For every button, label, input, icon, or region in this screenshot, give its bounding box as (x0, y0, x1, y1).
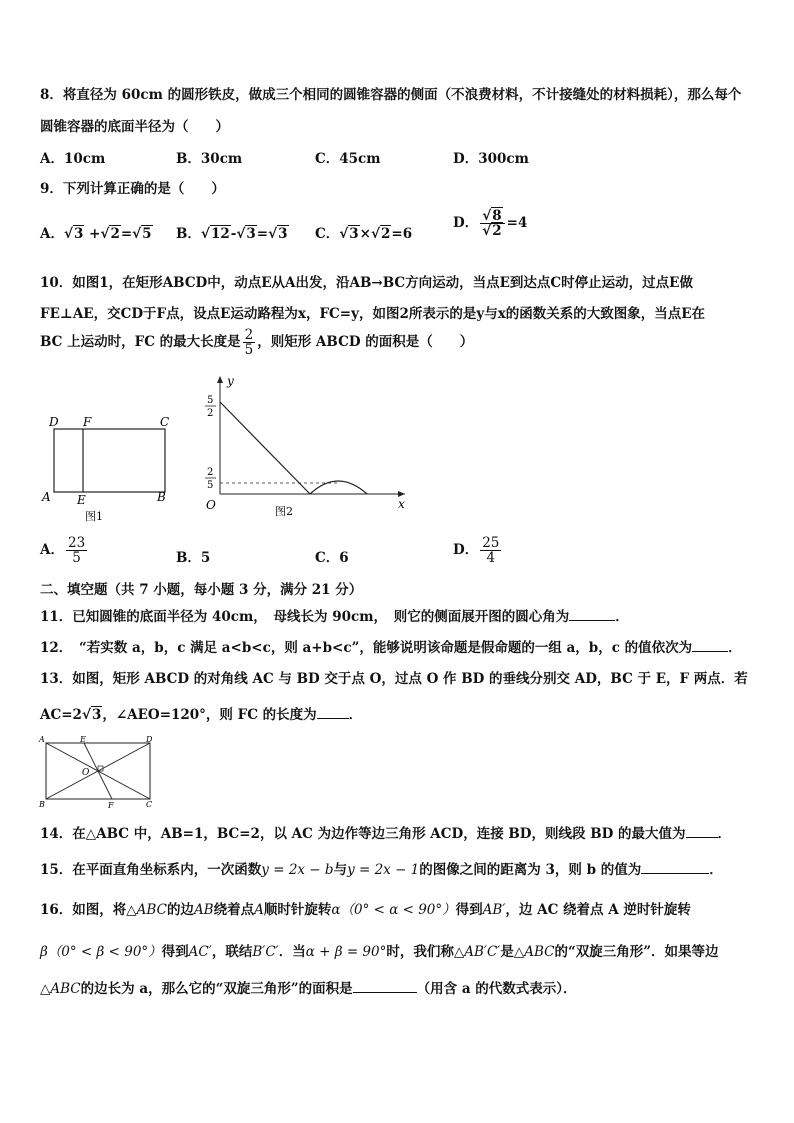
y-axis-label: y (227, 374, 234, 388)
label-a: A (42, 490, 51, 504)
figure2-caption: 图2 (275, 505, 293, 518)
figure1-caption: 图1 (85, 510, 103, 523)
label-o: O (82, 768, 90, 778)
q10-option-c: C．6 (315, 550, 349, 566)
q15-text: 15．在平面直角坐标系内，一次函数y = 2x − b与y = 2x − 1的图像之间的距离为 3，则 b 的值为 ． (40, 862, 723, 878)
q10-figure2 (195, 372, 415, 522)
q8-line1: 8．将直径为 60cm 的圆形铁皮，做成三个相同的圆锥容器的侧面（不浪费材料，不计接缝处的材料损耗），那么每个 (40, 87, 742, 103)
q13-line1: 13．如图，矩形 ABCD 的对角线 AC 与 BD 交于点 O，过点 O 作 BD 的垂线分别交 AD，BC 于 E，F 两点．若 (40, 671, 748, 687)
q16-line3: △ABC的边长为 a，那么它的“双旋三角形”的面积是 （用含 a 的代数式表示）． (40, 981, 577, 997)
label-e: E (80, 735, 86, 744)
label-c: C (160, 415, 170, 429)
rectangle-abcd (54, 429, 165, 492)
q9-option-c: C．√3×√2=6 (315, 226, 413, 242)
q10-line1: 10．如图1，在矩形ABCD中，动点E从A出发，沿AB→BC方向运动，当点E到达点C时停止运动，过点E做 (40, 275, 693, 291)
q13-line2: AC=2√3，∠AEO=120°，则 FC 的长度为 ． (40, 707, 363, 723)
q10-option-d: D． $\frac{25}{4}$ (453, 535, 500, 567)
q14-text: 14．在△ABC 中，AB=1，BC=2，以 AC 为边作等边三角形 ACD，连接 BD，则线段 BD 的最大值为 ． (40, 826, 732, 842)
q10-option-b: B．5 (176, 550, 211, 566)
label-f: F (83, 415, 92, 429)
q9-stem: 9．下列计算正确的是（ ） (40, 181, 225, 197)
q10-figure1 (40, 410, 180, 525)
q12-text: 12． “若实数 a，b，c 满足 a<b<c，则 a+b<c”，能够说明该命题是假命题的一组 a，b，c 的值依次为 ． (40, 640, 742, 656)
x-axis-label: x (398, 497, 405, 511)
q10-line2: FE⊥AE，交CD于F点，设点E运动路程为x，FC=y，如图2所表示的是y与x的函数关系的大致图象，当点E在 (40, 306, 706, 322)
q8-option-c: C．45cm (315, 151, 381, 167)
q8-option-a: A．10cm (40, 151, 106, 167)
q8-line2: 圆锥容器的底面半径为（ ） (40, 119, 229, 135)
label-b: B (157, 490, 166, 504)
section-2-heading: 二、填空题（共 7 小题，每小题 3 分，满分 21 分） (40, 582, 363, 598)
q10-option-a: A． $\frac{23}{5}$ (40, 535, 86, 567)
q8-option-d: D．300cm (453, 151, 529, 167)
label-d: D (146, 735, 153, 744)
q10-line3: BC 上运动时，FC 的最大长度是 $\frac{2}{5}$ ，则矩形 ABCD 的面积是（ ） (40, 327, 474, 359)
label-b: B (39, 800, 45, 809)
label-a: A (39, 735, 45, 744)
y-axis-arrow-icon (217, 376, 223, 383)
q8-option-b: B．30cm (176, 151, 243, 167)
q11-text: 11．已知圆锥的底面半径为 40cm， 母线长为 90cm， 则它的侧面展开图的圆心角为 ． (40, 609, 629, 625)
label-d: D (49, 415, 59, 429)
label-c: C (146, 800, 153, 809)
q9-option-b: B．√12-√3=√3 (176, 226, 288, 242)
label-e: E (77, 493, 86, 507)
q13-figure (36, 733, 161, 809)
q16-line2: β（0° < β < 90°）得到AC′，联结B′C′．当α + β = 90°时，我们称△AB′C′是△ABC的“双旋三角形”．如果等边 (40, 944, 719, 960)
q9-option-a: A．√3 +√2=√5 (40, 226, 152, 242)
q16-line1: 16．如图，将△ABC的边AB绕着点A顺时针旋转α（0° < α < 90°）得到AB′，边 AC 绕着点 A 逆时针旋转 (40, 902, 691, 918)
origin-label: O (206, 498, 216, 512)
label-f: F (108, 801, 114, 809)
graph-descending-line (220, 402, 310, 494)
tick-5-over-2-den: 2 (207, 408, 214, 419)
tick-2-over-5-num: 2 (207, 467, 214, 478)
q9-option-d: D． $\frac{√8}{√2}$ =4 (453, 208, 528, 240)
tick-2-over-5-den: 5 (207, 480, 214, 491)
tick-5-over-2-num: 5 (207, 395, 214, 406)
